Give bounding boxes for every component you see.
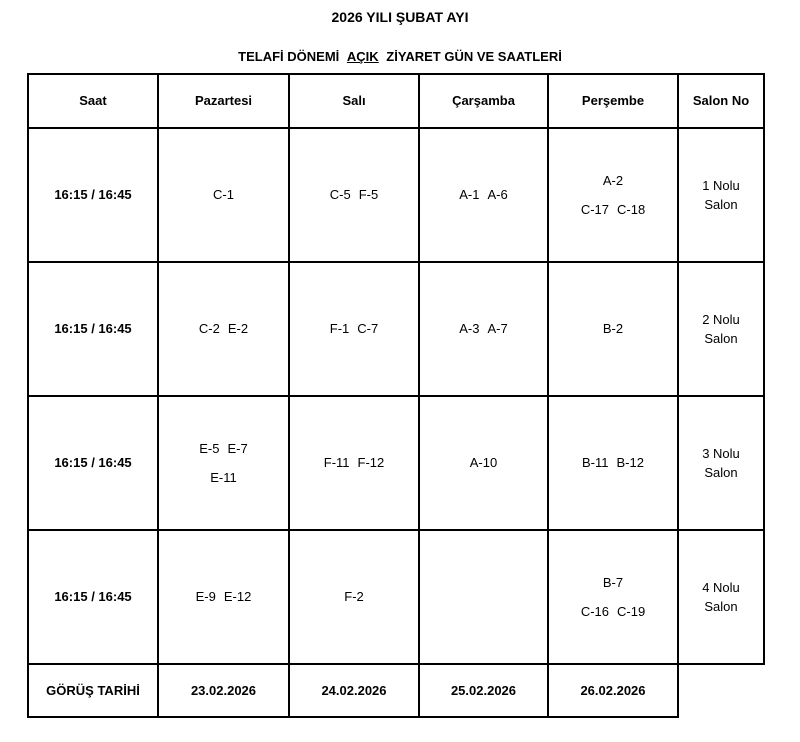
schedule-line bbox=[192, 587, 256, 607]
salon-text: 4 Nolu bbox=[702, 579, 740, 595]
schedule-cell bbox=[419, 396, 548, 530]
schedule-cell bbox=[548, 128, 678, 262]
ward-code: A-6 bbox=[487, 187, 508, 203]
ward-code: E-9 bbox=[195, 589, 216, 605]
schedule-line bbox=[326, 319, 382, 339]
ward-code: C-16 bbox=[580, 604, 609, 619]
subtitle-right: ZİYARET GÜN VE SAATLERİ bbox=[386, 49, 562, 64]
visit-date: 24.02.2026 bbox=[321, 682, 387, 698]
schedule-line bbox=[326, 185, 382, 205]
schedule-cell bbox=[289, 128, 419, 262]
visit-date: 23.02.2026 bbox=[190, 682, 257, 698]
schedule-line bbox=[577, 602, 649, 622]
ward-code: C-7 bbox=[357, 321, 379, 337]
schedule-cell bbox=[158, 262, 289, 396]
schedule-line bbox=[599, 171, 627, 191]
visit-date-label: GÖRÜŞ TARİHİ bbox=[46, 682, 140, 698]
ward-code: E-2 bbox=[227, 321, 249, 337]
ward-code: B-11 bbox=[582, 455, 609, 471]
page-subtitle bbox=[0, 49, 800, 64]
schedule-cell bbox=[289, 530, 419, 664]
ward-code: E-12 bbox=[223, 589, 252, 605]
visit-date: 25.02.2026 bbox=[450, 682, 517, 698]
ward-code: F-11 bbox=[323, 455, 350, 471]
time-slot: 16:15 / 16:45 bbox=[54, 589, 132, 605]
column-header: Salon No bbox=[692, 93, 750, 109]
ward-code: A-1 bbox=[459, 187, 480, 203]
ward-code: C-2 bbox=[198, 321, 220, 337]
ward-code: B-2 bbox=[602, 321, 624, 337]
ward-code: A-2 bbox=[602, 172, 624, 188]
schedule-cell bbox=[419, 262, 548, 396]
schedule-cell bbox=[158, 396, 289, 530]
schedule-line bbox=[195, 439, 251, 459]
visit-date: 26.02.2026 bbox=[580, 682, 646, 698]
ward-code: C-18 bbox=[617, 202, 646, 217]
schedule-cell bbox=[289, 262, 419, 396]
salon-number bbox=[678, 530, 764, 664]
schedule-line bbox=[599, 319, 627, 339]
schedule-line bbox=[340, 587, 368, 607]
column-header: Saat bbox=[79, 93, 107, 109]
ward-code: C-17 bbox=[580, 202, 609, 217]
schedule-line bbox=[206, 468, 241, 488]
salon-number bbox=[678, 262, 764, 396]
salon-number bbox=[678, 396, 764, 530]
schedule-cell bbox=[419, 530, 548, 664]
time-slot: 16:15 / 16:45 bbox=[54, 455, 132, 471]
schedule-cell bbox=[289, 396, 419, 530]
subtitle-left: TELAFİ DÖNEMİ bbox=[238, 49, 340, 64]
schedule-line bbox=[577, 200, 649, 220]
ward-code: B-7 bbox=[602, 574, 624, 590]
ward-code: F-12 bbox=[357, 455, 385, 471]
column-header: Pazartesi bbox=[194, 93, 253, 109]
ward-code: F-1 bbox=[329, 321, 350, 337]
schedule-cell bbox=[158, 530, 289, 664]
ward-code: E-11 bbox=[210, 470, 237, 485]
ward-code: C-19 bbox=[617, 604, 646, 619]
column-header: Salı bbox=[342, 93, 366, 109]
salon-text: 1 Nolu bbox=[702, 177, 740, 193]
column-header: Perşembe bbox=[581, 93, 645, 109]
salon-text: 3 Nolu bbox=[702, 445, 740, 461]
salon-text: Salon bbox=[704, 465, 738, 480]
schedule-cell bbox=[548, 396, 678, 530]
ward-code: E-7 bbox=[227, 440, 248, 456]
ward-code: F-5 bbox=[358, 187, 379, 203]
column-header: Çarşamba bbox=[452, 93, 515, 109]
ward-code: A-7 bbox=[487, 321, 508, 337]
ward-code: F-2 bbox=[344, 589, 364, 605]
salon-text: 2 Nolu bbox=[702, 311, 740, 327]
ward-code: E-5 bbox=[199, 440, 220, 456]
schedule-line bbox=[599, 573, 627, 593]
schedule-line bbox=[195, 319, 252, 339]
schedule-cell bbox=[548, 530, 678, 664]
schedule-cell bbox=[158, 128, 289, 262]
ward-code: C-1 bbox=[213, 187, 234, 203]
schedule-line bbox=[455, 185, 511, 205]
time-slot: 16:15 / 16:45 bbox=[54, 321, 132, 337]
schedule-line bbox=[455, 319, 511, 339]
ward-code: C-5 bbox=[329, 187, 351, 203]
page-title: 2026 YILI ŞUBAT AYI bbox=[331, 9, 469, 25]
schedule-line bbox=[578, 453, 648, 473]
salon-number bbox=[678, 128, 764, 262]
ward-code: A-10 bbox=[469, 455, 498, 471]
ward-code: A-3 bbox=[459, 321, 480, 337]
schedule-line bbox=[320, 453, 389, 473]
schedule-line bbox=[466, 453, 501, 473]
schedule-line bbox=[209, 185, 238, 205]
subtitle-status: AÇIK bbox=[346, 49, 379, 64]
schedule-cell bbox=[548, 262, 678, 396]
ward-code: B-12 bbox=[616, 455, 644, 471]
salon-text: Salon bbox=[704, 331, 738, 346]
salon-text: Salon bbox=[704, 599, 738, 614]
schedule-cell bbox=[419, 128, 548, 262]
time-slot: 16:15 / 16:45 bbox=[54, 187, 132, 203]
salon-text: Salon bbox=[704, 197, 738, 212]
